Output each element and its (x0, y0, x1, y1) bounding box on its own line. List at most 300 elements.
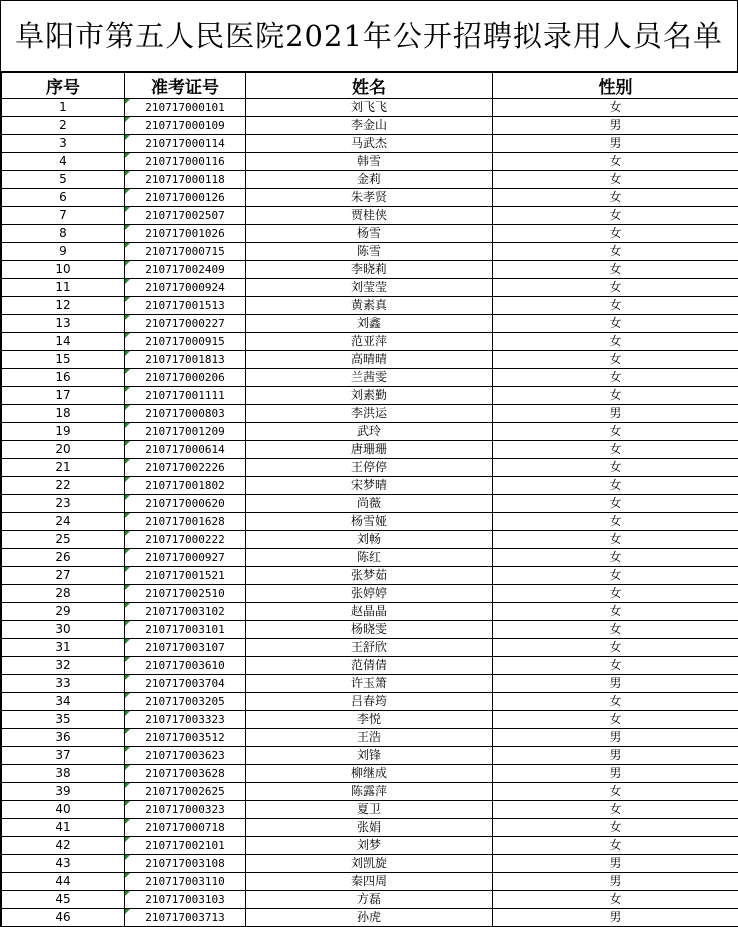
cell-seq: 17 (2, 387, 125, 405)
exam-id-text: 210717002507 (145, 209, 224, 222)
cell-seq: 8 (2, 225, 125, 243)
table-row (2, 585, 738, 603)
exam-id-text: 210717000803 (145, 407, 224, 420)
cell-exam-id (125, 837, 246, 855)
table-row (2, 369, 738, 387)
table-row (2, 621, 738, 639)
cell-name: 陈雪 (246, 243, 493, 261)
exam-id-text: 210717002101 (145, 839, 224, 852)
text-format-marker-icon (125, 207, 130, 212)
exam-id-text: 210717000614 (145, 443, 224, 456)
cell-seq: 36 (2, 729, 125, 747)
table-row (2, 675, 738, 693)
cell-exam-id (125, 495, 246, 513)
cell-seq: 28 (2, 585, 125, 603)
exam-id-text: 210717001521 (145, 569, 224, 582)
roster-body (2, 99, 738, 927)
table-row (2, 639, 738, 657)
exam-id-text: 210717000927 (145, 551, 224, 564)
cell-exam-id (125, 459, 246, 477)
text-format-marker-icon (125, 837, 130, 842)
text-format-marker-icon (125, 513, 130, 518)
text-format-marker-icon (125, 279, 130, 284)
cell-name: 武玲 (246, 423, 493, 441)
text-format-marker-icon (125, 711, 130, 716)
table-row (2, 315, 738, 333)
cell-exam-id (125, 603, 246, 621)
cell-gender: 女 (493, 99, 738, 117)
cell-name: 王停停 (246, 459, 493, 477)
cell-name: 刘鑫 (246, 315, 493, 333)
cell-seq: 9 (2, 243, 125, 261)
cell-exam-id (125, 675, 246, 693)
exam-id-text: 210717000323 (145, 803, 224, 816)
exam-id-text: 210717000715 (145, 245, 224, 258)
cell-exam-id (125, 279, 246, 297)
cell-name: 唐珊珊 (246, 441, 493, 459)
text-format-marker-icon (125, 909, 130, 914)
exam-id-text: 210717000126 (145, 191, 224, 204)
cell-gender: 男 (493, 135, 738, 153)
exam-id-text: 210717002226 (145, 461, 224, 474)
cell-name: 王浩 (246, 729, 493, 747)
cell-name: 黄素真 (246, 297, 493, 315)
cell-name: 夏卫 (246, 801, 493, 819)
exam-id-text: 210717001628 (145, 515, 224, 528)
cell-exam-id (125, 657, 246, 675)
page-title: 阜阳市第五人民医院2021年公开招聘拟录用人员名单 (1, 1, 738, 72)
cell-exam-id (125, 135, 246, 153)
cell-name: 王舒欣 (246, 639, 493, 657)
cell-exam-id (125, 423, 246, 441)
cell-exam-id (125, 405, 246, 423)
cell-gender: 女 (493, 603, 738, 621)
table-row (2, 477, 738, 495)
cell-exam-id (125, 441, 246, 459)
cell-name: 李悦 (246, 711, 493, 729)
table-row (2, 909, 738, 927)
exam-id-text: 210717003107 (145, 641, 224, 654)
cell-exam-id (125, 855, 246, 873)
cell-seq: 23 (2, 495, 125, 513)
text-format-marker-icon (125, 657, 130, 662)
table-row (2, 657, 738, 675)
cell-seq: 46 (2, 909, 125, 927)
text-format-marker-icon (125, 585, 130, 590)
cell-seq: 41 (2, 819, 125, 837)
cell-name: 马武杰 (246, 135, 493, 153)
table-row (2, 99, 738, 117)
cell-name: 刘素勤 (246, 387, 493, 405)
exam-id-text: 210717000915 (145, 335, 224, 348)
cell-gender: 女 (493, 261, 738, 279)
table-row (2, 153, 738, 171)
cell-gender: 女 (493, 621, 738, 639)
cell-name: 张娟 (246, 819, 493, 837)
cell-gender: 女 (493, 891, 738, 909)
cell-exam-id (125, 783, 246, 801)
cell-gender: 男 (493, 765, 738, 783)
cell-seq: 13 (2, 315, 125, 333)
cell-name: 杨雪娅 (246, 513, 493, 531)
cell-name: 吕春筠 (246, 693, 493, 711)
cell-exam-id (125, 513, 246, 531)
header-seq: 序号 (2, 73, 125, 99)
table-row (2, 171, 738, 189)
text-format-marker-icon (125, 747, 130, 752)
cell-seq: 15 (2, 351, 125, 369)
cell-gender: 女 (493, 333, 738, 351)
exam-id-text: 210717001209 (145, 425, 224, 438)
exam-id-text: 210717001813 (145, 353, 224, 366)
cell-name: 方磊 (246, 891, 493, 909)
exam-id-text: 210717000114 (145, 137, 224, 150)
roster-table (1, 72, 738, 927)
exam-id-text: 210717002510 (145, 587, 224, 600)
cell-exam-id (125, 99, 246, 117)
cell-seq: 20 (2, 441, 125, 459)
table-row (2, 603, 738, 621)
cell-gender: 男 (493, 729, 738, 747)
cell-seq: 31 (2, 639, 125, 657)
cell-exam-id (125, 189, 246, 207)
text-format-marker-icon (125, 171, 130, 176)
cell-name: 刘梦 (246, 837, 493, 855)
cell-name: 李金山 (246, 117, 493, 135)
table-row (2, 297, 738, 315)
cell-gender: 女 (493, 171, 738, 189)
cell-seq: 1 (2, 99, 125, 117)
exam-id-text: 210717003323 (145, 713, 224, 726)
cell-exam-id (125, 477, 246, 495)
cell-name: 范倩倩 (246, 657, 493, 675)
text-format-marker-icon (125, 225, 130, 230)
cell-gender: 女 (493, 495, 738, 513)
text-format-marker-icon (125, 639, 130, 644)
exam-id-text: 210717002409 (145, 263, 224, 276)
cell-seq: 25 (2, 531, 125, 549)
text-format-marker-icon (125, 855, 130, 860)
cell-name: 杨晓雯 (246, 621, 493, 639)
table-row (2, 351, 738, 369)
text-format-marker-icon (125, 693, 130, 698)
table-row (2, 891, 738, 909)
exam-id-text: 210717000109 (145, 119, 224, 132)
cell-gender: 女 (493, 837, 738, 855)
cell-exam-id (125, 207, 246, 225)
cell-name: 张婷婷 (246, 585, 493, 603)
cell-gender: 男 (493, 855, 738, 873)
cell-name: 范亚萍 (246, 333, 493, 351)
text-format-marker-icon (125, 441, 130, 446)
exam-id-text: 210717003610 (145, 659, 224, 672)
cell-gender: 男 (493, 675, 738, 693)
cell-seq: 7 (2, 207, 125, 225)
cell-exam-id (125, 369, 246, 387)
table-row (2, 117, 738, 135)
header-exam-id: 准考证号 (125, 73, 246, 99)
table-row (2, 225, 738, 243)
exam-id-text: 210717000101 (145, 101, 224, 114)
exam-id-text: 210717003108 (145, 857, 224, 870)
text-format-marker-icon (125, 567, 130, 572)
cell-gender: 女 (493, 819, 738, 837)
cell-exam-id (125, 261, 246, 279)
cell-name: 李晓莉 (246, 261, 493, 279)
cell-gender: 女 (493, 189, 738, 207)
cell-gender: 女 (493, 567, 738, 585)
text-format-marker-icon (125, 891, 130, 896)
cell-gender: 女 (493, 243, 738, 261)
cell-gender: 女 (493, 639, 738, 657)
cell-name: 张梦茹 (246, 567, 493, 585)
cell-name: 杨雪 (246, 225, 493, 243)
table-row (2, 279, 738, 297)
exam-id-text: 210717002625 (145, 785, 224, 798)
cell-name: 贾桂侠 (246, 207, 493, 225)
exam-id-text: 210717001111 (145, 389, 224, 402)
exam-id-text: 210717003101 (145, 623, 224, 636)
cell-seq: 43 (2, 855, 125, 873)
text-format-marker-icon (125, 729, 130, 734)
cell-name: 刘莹莹 (246, 279, 493, 297)
exam-id-text: 210717000620 (145, 497, 224, 510)
exam-id-text: 210717003704 (145, 677, 224, 690)
table-row (2, 441, 738, 459)
text-format-marker-icon (125, 261, 130, 266)
text-format-marker-icon (125, 549, 130, 554)
text-format-marker-icon (125, 369, 130, 374)
cell-gender: 女 (493, 513, 738, 531)
cell-exam-id (125, 351, 246, 369)
cell-name: 韩雪 (246, 153, 493, 171)
table-row (2, 405, 738, 423)
cell-name: 刘凯旋 (246, 855, 493, 873)
exam-id-text: 210717003713 (145, 911, 224, 924)
cell-seq: 27 (2, 567, 125, 585)
cell-gender: 男 (493, 873, 738, 891)
cell-seq: 24 (2, 513, 125, 531)
cell-name: 陈红 (246, 549, 493, 567)
cell-name: 李洪运 (246, 405, 493, 423)
cell-exam-id (125, 387, 246, 405)
cell-seq: 35 (2, 711, 125, 729)
cell-exam-id (125, 639, 246, 657)
exam-id-text: 210717000206 (145, 371, 224, 384)
cell-gender: 女 (493, 351, 738, 369)
text-format-marker-icon (125, 765, 130, 770)
cell-name: 刘畅 (246, 531, 493, 549)
table-row (2, 729, 738, 747)
table-row (2, 855, 738, 873)
exam-id-text: 210717003110 (145, 875, 224, 888)
table-row (2, 423, 738, 441)
cell-seq: 4 (2, 153, 125, 171)
cell-gender: 女 (493, 207, 738, 225)
exam-id-text: 210717003103 (145, 893, 224, 906)
cell-gender: 女 (493, 531, 738, 549)
cell-gender: 女 (493, 711, 738, 729)
cell-seq: 34 (2, 693, 125, 711)
table-row (2, 765, 738, 783)
text-format-marker-icon (125, 783, 130, 788)
table-row (2, 459, 738, 477)
exam-id-text: 210717001802 (145, 479, 224, 492)
cell-name: 柳继成 (246, 765, 493, 783)
table-row (2, 567, 738, 585)
cell-seq: 10 (2, 261, 125, 279)
table-row (2, 495, 738, 513)
cell-exam-id (125, 225, 246, 243)
cell-gender: 男 (493, 909, 738, 927)
cell-gender: 女 (493, 585, 738, 603)
cell-seq: 33 (2, 675, 125, 693)
cell-gender: 男 (493, 117, 738, 135)
text-format-marker-icon (125, 819, 130, 824)
exam-id-text: 210717000222 (145, 533, 224, 546)
exam-id-text: 210717003623 (145, 749, 224, 762)
exam-id-text: 210717001513 (145, 299, 224, 312)
text-format-marker-icon (125, 315, 130, 320)
header-row (2, 73, 738, 99)
table-row (2, 711, 738, 729)
cell-gender: 男 (493, 405, 738, 423)
cell-exam-id (125, 333, 246, 351)
cell-exam-id (125, 153, 246, 171)
table-row (2, 693, 738, 711)
cell-exam-id (125, 909, 246, 927)
cell-name: 孙虎 (246, 909, 493, 927)
text-format-marker-icon (125, 135, 130, 140)
cell-exam-id (125, 315, 246, 333)
text-format-marker-icon (125, 243, 130, 248)
cell-exam-id (125, 801, 246, 819)
cell-exam-id (125, 243, 246, 261)
exam-id-text: 210717003512 (145, 731, 224, 744)
text-format-marker-icon (125, 333, 130, 338)
cell-exam-id (125, 891, 246, 909)
exam-id-text: 210717000718 (145, 821, 224, 834)
cell-gender: 女 (493, 693, 738, 711)
cell-gender: 男 (493, 747, 738, 765)
exam-id-text: 210717000924 (145, 281, 224, 294)
cell-name: 刘飞飞 (246, 99, 493, 117)
exam-id-text: 210717003205 (145, 695, 224, 708)
text-format-marker-icon (125, 873, 130, 878)
cell-exam-id (125, 819, 246, 837)
table-row (2, 387, 738, 405)
cell-gender: 女 (493, 783, 738, 801)
text-format-marker-icon (125, 495, 130, 500)
exam-id-text: 210717000118 (145, 173, 224, 186)
cell-gender: 女 (493, 225, 738, 243)
cell-exam-id (125, 117, 246, 135)
cell-seq: 22 (2, 477, 125, 495)
cell-gender: 女 (493, 423, 738, 441)
cell-gender: 女 (493, 441, 738, 459)
cell-seq: 11 (2, 279, 125, 297)
text-format-marker-icon (125, 423, 130, 428)
table-row (2, 819, 738, 837)
text-format-marker-icon (125, 603, 130, 608)
cell-seq: 42 (2, 837, 125, 855)
text-format-marker-icon (125, 189, 130, 194)
exam-id-text: 210717003628 (145, 767, 224, 780)
cell-name: 许玉箫 (246, 675, 493, 693)
table-row (2, 207, 738, 225)
cell-seq: 18 (2, 405, 125, 423)
table-row (2, 189, 738, 207)
cell-exam-id (125, 531, 246, 549)
table-row (2, 135, 738, 153)
cell-seq: 2 (2, 117, 125, 135)
cell-seq: 38 (2, 765, 125, 783)
cell-seq: 45 (2, 891, 125, 909)
cell-seq: 6 (2, 189, 125, 207)
cell-gender: 女 (493, 657, 738, 675)
cell-seq: 21 (2, 459, 125, 477)
cell-name: 赵晶晶 (246, 603, 493, 621)
text-format-marker-icon (125, 621, 130, 626)
cell-gender: 女 (493, 801, 738, 819)
cell-name: 高晴晴 (246, 351, 493, 369)
exam-id-text: 210717000227 (145, 317, 224, 330)
cell-gender: 女 (493, 315, 738, 333)
cell-seq: 12 (2, 297, 125, 315)
text-format-marker-icon (125, 297, 130, 302)
cell-seq: 40 (2, 801, 125, 819)
cell-name: 兰茜雯 (246, 369, 493, 387)
text-format-marker-icon (125, 351, 130, 356)
cell-name: 陈露萍 (246, 783, 493, 801)
cell-exam-id (125, 747, 246, 765)
cell-exam-id (125, 765, 246, 783)
text-format-marker-icon (125, 117, 130, 122)
cell-name: 刘锋 (246, 747, 493, 765)
text-format-marker-icon (125, 99, 130, 104)
cell-seq: 5 (2, 171, 125, 189)
cell-seq: 3 (2, 135, 125, 153)
header-name: 姓名 (246, 73, 493, 99)
cell-seq: 16 (2, 369, 125, 387)
table-row (2, 873, 738, 891)
text-format-marker-icon (125, 153, 130, 158)
cell-name: 尚薇 (246, 495, 493, 513)
cell-exam-id (125, 729, 246, 747)
cell-exam-id (125, 711, 246, 729)
exam-id-text: 210717001026 (145, 227, 224, 240)
cell-exam-id (125, 549, 246, 567)
cell-exam-id (125, 585, 246, 603)
cell-seq: 26 (2, 549, 125, 567)
table-row (2, 801, 738, 819)
cell-exam-id (125, 567, 246, 585)
table-row (2, 549, 738, 567)
text-format-marker-icon (125, 801, 130, 806)
exam-id-text: 210717000116 (145, 155, 224, 168)
text-format-marker-icon (125, 459, 130, 464)
table-row (2, 261, 738, 279)
cell-gender: 女 (493, 153, 738, 171)
table-row (2, 243, 738, 261)
cell-seq: 37 (2, 747, 125, 765)
cell-seq: 29 (2, 603, 125, 621)
table-row (2, 783, 738, 801)
text-format-marker-icon (125, 531, 130, 536)
cell-seq: 32 (2, 657, 125, 675)
cell-name: 朱孝贤 (246, 189, 493, 207)
cell-name: 金莉 (246, 171, 493, 189)
